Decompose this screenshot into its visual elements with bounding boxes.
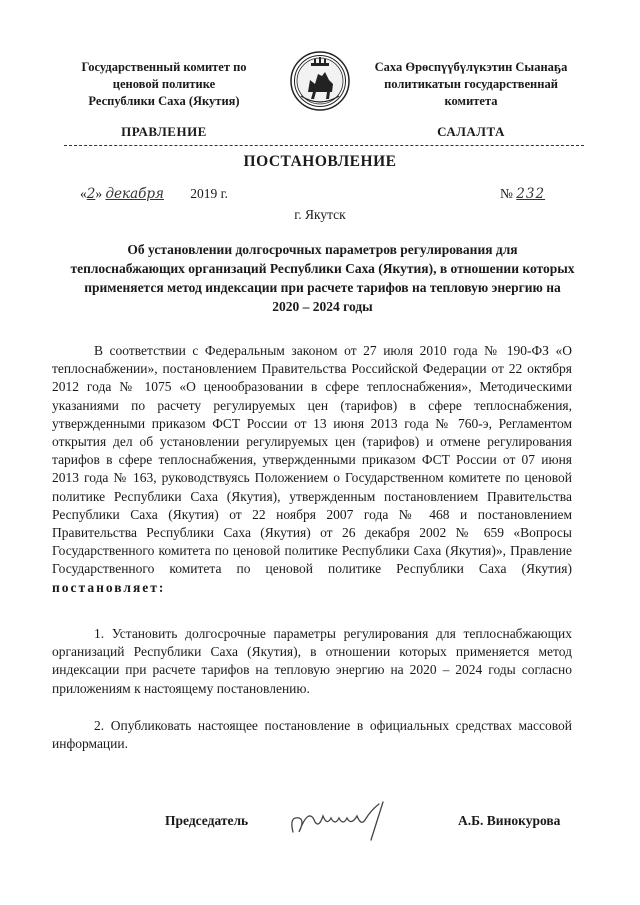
document-city: г. Якутск bbox=[294, 207, 346, 222]
issuer-name-russian bbox=[50, 59, 278, 110]
issuer-line: Саха Өрөспүүбүлүкэтин Сыанаҕа bbox=[374, 60, 568, 74]
document-date bbox=[80, 186, 228, 202]
document-number bbox=[500, 186, 545, 202]
preamble-paragraph bbox=[52, 342, 572, 597]
number-label: № bbox=[500, 186, 513, 201]
decision-item-2: 2. Опубликовать настоящее постановление в официальных средствах массовой информации. bbox=[52, 718, 572, 752]
issuer-line: Государственный комитет по bbox=[81, 60, 247, 74]
date-month: декабря bbox=[105, 186, 164, 202]
board-label-russian: ПРАВЛЕНИЕ bbox=[121, 124, 207, 139]
decision-item-1: 1. Установить долгосрочные параметры регулирования для теплоснабжающих организаций Республики Саха (Якутия), в отношении которых применяется метод индексации при расчете тарифов на тепловую энергию на 2020 – 2024 годы согласно приложениям к настоящему постановлению. bbox=[52, 626, 572, 696]
issuer-line: комитета bbox=[444, 94, 498, 108]
handwritten-signature-icon bbox=[285, 796, 415, 846]
preamble-text: В соответствии с Федеральным законом от 27 июля 2010 года № 190-ФЗ «О теплоснабжении», постановлением Правительства Российской Федерации от 22 октября 2012 года № 1075 «О ценообразовании в сфере теплоснабжения», Методическими указаниями по расчету регулируемых цен (тарифов) в сфере теплоснабжения, утвержденными приказом ФСТ России от 13 июня 2013 года № 760-э, Регламентом открытия дел об установлении регулируемых цен (тарифов) и отмене регулирования тарифов в сфере теплоснабжения, утвержденными приказом ФСТ России от 07 июня 2013 года № 163, руководствуясь Положением о Государственном комитете по ценовой политике Республики Саха (Якутия), утвержденным постановлением Правительства Республики Саха (Якутия) от 22 ноября 2007 года № 468 и постановлением Правительства Республики Саха (Якутия) от 26 декабря 2002 № 659 «Вопросы Государственного комитета по ценовой политике Республики Саха (Якутия)», Правление Государственного комитета по ценовой политике Республики Саха (Якутия) bbox=[52, 343, 572, 577]
header-divider bbox=[64, 145, 584, 146]
board-label-yakut: САЛАЛТА bbox=[437, 124, 505, 139]
issuer-line: ценовой политике bbox=[112, 77, 216, 91]
decree-word: постановляет: bbox=[52, 579, 166, 595]
date-quote-close: » bbox=[95, 186, 103, 201]
date-year: 2019 г. bbox=[190, 186, 228, 201]
number-value: 232 bbox=[516, 186, 546, 202]
issuer-name-yakut bbox=[355, 59, 587, 110]
coat-of-arms-icon bbox=[289, 50, 351, 112]
issuer-line: Республики Саха (Якутия) bbox=[88, 94, 240, 108]
signatory-position: Председатель bbox=[165, 813, 249, 828]
date-day: 2 bbox=[86, 186, 96, 202]
issuer-line: политикатын государственнай bbox=[384, 77, 558, 91]
document-subject: Об установлении долгосрочных параметров регулирования для теплоснабжающих организаций Республики Саха (Якутия), в отношении которых применяется метод индексации при расчете тарифов на тепловую энергию на 2020 – 2024 годы bbox=[70, 242, 575, 314]
date-quote-open: « bbox=[80, 186, 87, 201]
document-title: ПОСТАНОВЛЕНИЕ bbox=[243, 153, 397, 170]
signatory-name: А.Б. Винокурова bbox=[458, 813, 561, 828]
